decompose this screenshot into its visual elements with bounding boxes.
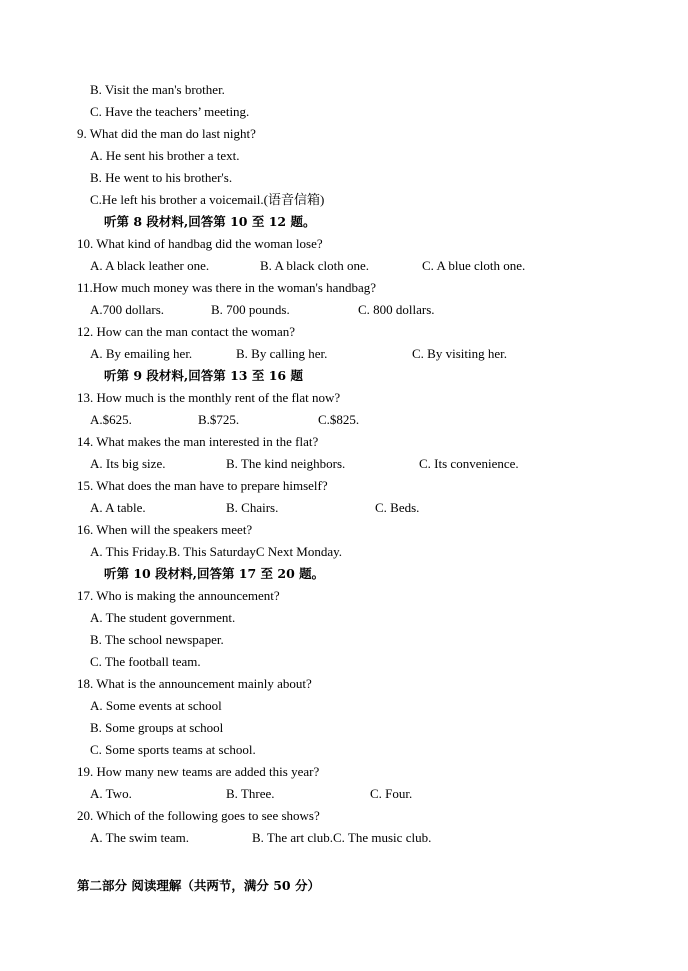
q9-option-c: C.He left his brother a voicemail.(语音信箱) bbox=[90, 192, 325, 207]
q11-option-a: A.700 dollars. bbox=[90, 302, 165, 317]
q11-question: 11.How much money was there in the woman's handbag? bbox=[77, 280, 376, 295]
q19-option-a: A. Two. bbox=[90, 786, 132, 801]
q20-option-a: A. The swim team. bbox=[90, 830, 190, 845]
q12-option-b: B. By calling her. bbox=[236, 346, 328, 361]
section-10-heading: 听第 10 段材料,回答第 17 至 20 题。 bbox=[104, 566, 325, 581]
q15-option-c: C. Beds. bbox=[375, 500, 420, 515]
q16-question: 16. When will the speakers meet? bbox=[77, 522, 253, 537]
q17-option-a: A. The student government. bbox=[90, 610, 236, 625]
q18-option-a: A. Some events at school bbox=[90, 698, 222, 713]
q20-option-bc: B. The art club.C. The music club. bbox=[252, 830, 432, 845]
q11-option-b: B. 700 pounds. bbox=[211, 302, 290, 317]
q18-option-c: C. Some sports teams at school. bbox=[90, 742, 256, 757]
q15-option-a: A. A table. bbox=[90, 500, 146, 515]
q15-option-b: B. Chairs. bbox=[226, 500, 279, 515]
q9-option-b: B. He went to his brother's. bbox=[90, 170, 233, 185]
q15-question: 15. What does the man have to prepare himself? bbox=[77, 478, 328, 493]
q12-option-a: A. By emailing her. bbox=[90, 346, 193, 361]
section-8-heading: 听第 8 段材料,回答第 10 至 12 题。 bbox=[104, 214, 316, 229]
q14-option-b: B. The kind neighbors. bbox=[226, 456, 346, 471]
q9-option-a: A. He sent his brother a text. bbox=[90, 148, 240, 163]
q13-question: 13. How much is the monthly rent of the flat now? bbox=[77, 390, 341, 405]
q19-question: 19. How many new teams are added this year? bbox=[77, 764, 320, 779]
q10-question: 10. What kind of handbag did the woman lose? bbox=[77, 236, 323, 251]
q19-option-b: B. Three. bbox=[226, 786, 275, 801]
q10-option-a: A. A black leather one. bbox=[90, 258, 210, 273]
q17-option-b: B. The school newspaper. bbox=[90, 632, 224, 647]
q17-option-c: C. The football team. bbox=[90, 654, 201, 669]
q14-question: 14. What makes the man interested in the flat? bbox=[77, 434, 319, 449]
q13-option-c: C.$825. bbox=[318, 412, 360, 427]
q11-option-c: C. 800 dollars. bbox=[358, 302, 435, 317]
q20-question: 20. Which of the following goes to see shows? bbox=[77, 808, 320, 823]
q14-option-a: A. Its big size. bbox=[90, 456, 166, 471]
q13-option-b: B.$725. bbox=[198, 412, 240, 427]
q13-option-a: A.$625. bbox=[90, 412, 132, 427]
q16-options: A. This Friday.B. This SaturdayC Next Monday. bbox=[90, 544, 343, 559]
q17-question: 17. Who is making the announcement? bbox=[77, 588, 280, 603]
q10-option-b: B. A black cloth one. bbox=[260, 258, 370, 273]
q12-option-c: C. By visiting her. bbox=[412, 346, 507, 361]
q19-option-c: C. Four. bbox=[370, 786, 413, 801]
q14-option-c: C. Its convenience. bbox=[419, 456, 519, 471]
part-2-heading: 第二部分 阅读理解（共两节，满分 50 分） bbox=[77, 878, 320, 893]
q10-option-c: C. A blue cloth one. bbox=[422, 258, 526, 273]
q12-question: 12. How can the man contact the woman? bbox=[77, 324, 296, 339]
q8-option-c: C. Have the teachers’ meeting. bbox=[90, 104, 250, 119]
q18-question: 18. What is the announcement mainly about? bbox=[77, 676, 312, 691]
q9-question: 9. What did the man do last night? bbox=[77, 126, 256, 141]
section-9-heading: 听第 9 段材料,回答第 13 至 16 题 bbox=[104, 368, 303, 383]
q18-option-b: B. Some groups at school bbox=[90, 720, 224, 735]
q8-option-b: B. Visit the man's brother. bbox=[90, 82, 225, 97]
